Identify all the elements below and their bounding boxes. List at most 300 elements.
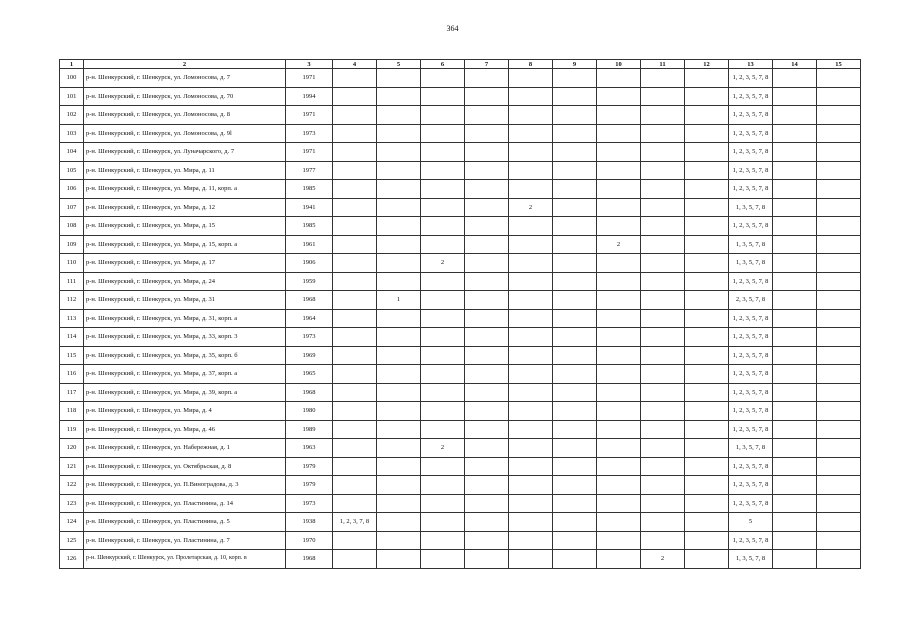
column-9-cell	[553, 346, 597, 365]
year-cell: 1973	[286, 328, 333, 347]
column-6-cell	[421, 457, 465, 476]
column-6-cell	[421, 161, 465, 180]
row-number-cell: 122	[60, 476, 84, 495]
column-5-cell	[377, 494, 421, 513]
column-6-cell	[421, 143, 465, 162]
column-10-cell	[597, 346, 641, 365]
column-11-cell	[641, 383, 685, 402]
address-cell: р-н. Шенкурский, г. Шенкурск, ул. Луначарского, д. 7	[84, 143, 286, 162]
column-4-cell	[333, 217, 377, 236]
year-cell: 1980	[286, 402, 333, 421]
column-10-cell	[597, 383, 641, 402]
column-7-cell	[465, 254, 509, 273]
column-4-cell	[333, 439, 377, 458]
column-13-cell: 1, 3, 5, 7, 8	[729, 198, 773, 217]
column-8-cell	[509, 476, 553, 495]
table-row	[60, 180, 861, 199]
row-number-cell: 118	[60, 402, 84, 421]
column-7-cell	[465, 272, 509, 291]
column-15-cell	[817, 346, 861, 365]
year-cell: 1906	[286, 254, 333, 273]
address-cell: р-н. Шенкурский, г. Шенкурск, ул. Пролетарская, д. 10, корп. в	[84, 550, 286, 569]
column-14-cell	[773, 531, 817, 550]
year-cell: 1985	[286, 180, 333, 199]
column-5-cell	[377, 476, 421, 495]
table-row	[60, 457, 861, 476]
column-8-cell	[509, 124, 553, 143]
column-13-cell: 1, 2, 3, 5, 7, 8	[729, 161, 773, 180]
address-cell: р-н. Шенкурский, г. Шенкурск, ул. Мира, д. 15	[84, 217, 286, 236]
column-14-cell	[773, 180, 817, 199]
column-15-cell	[817, 87, 861, 106]
row-number-cell: 104	[60, 143, 84, 162]
table-row	[60, 291, 861, 310]
column-8-cell: 2	[509, 198, 553, 217]
column-7-cell	[465, 439, 509, 458]
column-5-cell	[377, 161, 421, 180]
column-header-4: 4	[333, 60, 377, 69]
column-15-cell	[817, 106, 861, 125]
year-cell: 1973	[286, 124, 333, 143]
column-13-cell: 1, 2, 3, 5, 7, 8	[729, 420, 773, 439]
column-5-cell	[377, 272, 421, 291]
column-12-cell	[685, 180, 729, 199]
column-13-cell: 1, 3, 5, 7, 8	[729, 550, 773, 569]
year-cell: 1989	[286, 420, 333, 439]
column-header-3: 3	[286, 60, 333, 69]
column-4-cell	[333, 420, 377, 439]
column-13-cell: 1, 2, 3, 5, 7, 8	[729, 143, 773, 162]
table-row	[60, 383, 861, 402]
column-6-cell	[421, 235, 465, 254]
address-cell: р-н. Шенкурский, г. Шенкурск, ул. Мира, д. 31	[84, 291, 286, 310]
column-15-cell	[817, 124, 861, 143]
column-10-cell	[597, 143, 641, 162]
address-cell: р-н. Шенкурский, г. Шенкурск, ул. Мира, д. 24	[84, 272, 286, 291]
column-5-cell	[377, 124, 421, 143]
column-15-cell	[817, 365, 861, 384]
column-11-cell	[641, 291, 685, 310]
column-14-cell	[773, 476, 817, 495]
column-5-cell	[377, 309, 421, 328]
column-8-cell	[509, 106, 553, 125]
row-number-cell: 123	[60, 494, 84, 513]
column-8-cell	[509, 143, 553, 162]
row-number-cell: 112	[60, 291, 84, 310]
column-15-cell	[817, 494, 861, 513]
year-cell: 1963	[286, 439, 333, 458]
column-11-cell	[641, 420, 685, 439]
row-number-cell: 111	[60, 272, 84, 291]
column-13-cell: 1, 2, 3, 5, 7, 8	[729, 87, 773, 106]
column-6-cell	[421, 69, 465, 88]
column-15-cell	[817, 550, 861, 569]
column-12-cell	[685, 402, 729, 421]
column-12-cell	[685, 457, 729, 476]
column-7-cell	[465, 346, 509, 365]
row-number-cell: 107	[60, 198, 84, 217]
column-6-cell	[421, 272, 465, 291]
row-number-cell: 121	[60, 457, 84, 476]
column-6-cell	[421, 291, 465, 310]
column-12-cell	[685, 513, 729, 532]
column-8-cell	[509, 254, 553, 273]
column-13-cell: 5	[729, 513, 773, 532]
column-15-cell	[817, 69, 861, 88]
address-cell: р-н. Шенкурский, г. Шенкурск, ул. Мира, д. 15, корп. а	[84, 235, 286, 254]
column-8-cell	[509, 69, 553, 88]
year-cell: 1970	[286, 531, 333, 550]
column-4-cell	[333, 254, 377, 273]
column-15-cell	[817, 291, 861, 310]
column-12-cell	[685, 346, 729, 365]
column-9-cell	[553, 69, 597, 88]
column-5-cell	[377, 531, 421, 550]
column-9-cell	[553, 143, 597, 162]
column-6-cell	[421, 383, 465, 402]
table-row	[60, 106, 861, 125]
table-row	[60, 272, 861, 291]
column-15-cell	[817, 420, 861, 439]
column-4-cell	[333, 346, 377, 365]
column-header-10: 10	[597, 60, 641, 69]
column-12-cell	[685, 550, 729, 569]
column-5-cell	[377, 69, 421, 88]
column-15-cell	[817, 383, 861, 402]
column-7-cell	[465, 550, 509, 569]
column-13-cell: 1, 2, 3, 5, 7, 8	[729, 402, 773, 421]
table-row	[60, 550, 861, 569]
column-11-cell	[641, 346, 685, 365]
year-cell: 1968	[286, 383, 333, 402]
address-cell: р-н. Шенкурский, г. Шенкурск, ул. Мира, д. 39, корп. а	[84, 383, 286, 402]
column-6-cell	[421, 346, 465, 365]
column-10-cell	[597, 69, 641, 88]
column-14-cell	[773, 383, 817, 402]
table-row	[60, 328, 861, 347]
column-header-11: 11	[641, 60, 685, 69]
row-number-cell: 103	[60, 124, 84, 143]
column-12-cell	[685, 272, 729, 291]
column-header-12: 12	[685, 60, 729, 69]
column-8-cell	[509, 180, 553, 199]
year-cell: 1959	[286, 272, 333, 291]
column-6-cell: 2	[421, 254, 465, 273]
column-8-cell	[509, 420, 553, 439]
column-11-cell	[641, 69, 685, 88]
column-11-cell	[641, 254, 685, 273]
column-9-cell	[553, 272, 597, 291]
year-cell: 1968	[286, 291, 333, 310]
column-9-cell	[553, 291, 597, 310]
column-5-cell	[377, 254, 421, 273]
column-13-cell: 1, 2, 3, 5, 7, 8	[729, 180, 773, 199]
column-7-cell	[465, 531, 509, 550]
column-12-cell	[685, 254, 729, 273]
column-4-cell	[333, 69, 377, 88]
column-12-cell	[685, 531, 729, 550]
column-14-cell	[773, 124, 817, 143]
column-11-cell	[641, 513, 685, 532]
address-cell: р-н. Шенкурский, г. Шенкурск, ул. Ломоносова, д. 70	[84, 87, 286, 106]
column-7-cell	[465, 457, 509, 476]
table-row	[60, 217, 861, 236]
year-cell: 1971	[286, 69, 333, 88]
column-6-cell	[421, 198, 465, 217]
column-12-cell	[685, 420, 729, 439]
column-13-cell: 1, 3, 5, 7, 8	[729, 254, 773, 273]
address-cell: р-н. Шенкурский, г. Шенкурск, ул. Ломоносова, д. 7	[84, 69, 286, 88]
column-11-cell	[641, 457, 685, 476]
column-8-cell	[509, 457, 553, 476]
column-5-cell	[377, 217, 421, 236]
column-5-cell	[377, 420, 421, 439]
address-cell: р-н. Шенкурский, г. Шенкурск, ул. Мира, д. 33, корп. 3	[84, 328, 286, 347]
column-9-cell	[553, 235, 597, 254]
column-11-cell	[641, 235, 685, 254]
column-12-cell	[685, 217, 729, 236]
table-row	[60, 124, 861, 143]
address-cell: р-н. Шенкурский, г. Шенкурск, ул. Мира, д. 37, корп. а	[84, 365, 286, 384]
column-10-cell	[597, 291, 641, 310]
column-4-cell	[333, 106, 377, 125]
column-14-cell	[773, 161, 817, 180]
column-5-cell	[377, 550, 421, 569]
address-cell: р-н. Шенкурский, г. Шенкурск, ул. Мира, д. 17	[84, 254, 286, 273]
column-10-cell	[597, 402, 641, 421]
column-6-cell	[421, 420, 465, 439]
column-header-9: 9	[553, 60, 597, 69]
column-4-cell	[333, 235, 377, 254]
column-9-cell	[553, 365, 597, 384]
column-6-cell	[421, 365, 465, 384]
column-9-cell	[553, 494, 597, 513]
year-cell: 1971	[286, 106, 333, 125]
column-6-cell	[421, 217, 465, 236]
column-5-cell	[377, 365, 421, 384]
column-10-cell	[597, 217, 641, 236]
column-5-cell	[377, 383, 421, 402]
column-10-cell	[597, 365, 641, 384]
row-number-cell: 119	[60, 420, 84, 439]
column-14-cell	[773, 420, 817, 439]
column-7-cell	[465, 291, 509, 310]
column-13-cell: 1, 2, 3, 5, 7, 8	[729, 383, 773, 402]
column-4-cell	[333, 309, 377, 328]
year-cell: 1977	[286, 161, 333, 180]
column-header-13: 13	[729, 60, 773, 69]
column-13-cell: 1, 2, 3, 5, 7, 8	[729, 309, 773, 328]
column-8-cell	[509, 402, 553, 421]
column-11-cell	[641, 161, 685, 180]
column-5-cell	[377, 513, 421, 532]
column-12-cell	[685, 494, 729, 513]
column-5-cell	[377, 198, 421, 217]
column-11-cell	[641, 531, 685, 550]
column-5-cell	[377, 402, 421, 421]
column-9-cell	[553, 328, 597, 347]
row-number-cell: 100	[60, 69, 84, 88]
column-4-cell	[333, 180, 377, 199]
column-14-cell	[773, 328, 817, 347]
column-11-cell	[641, 494, 685, 513]
row-number-cell: 114	[60, 328, 84, 347]
column-13-cell: 1, 3, 5, 7, 8	[729, 235, 773, 254]
table-row	[60, 513, 861, 532]
column-15-cell	[817, 309, 861, 328]
column-12-cell	[685, 439, 729, 458]
column-9-cell	[553, 87, 597, 106]
table-row	[60, 476, 861, 495]
table-row	[60, 365, 861, 384]
column-8-cell	[509, 550, 553, 569]
address-cell: р-н. Шенкурский, г. Шенкурск, ул. Мира, д. 46	[84, 420, 286, 439]
column-4-cell	[333, 87, 377, 106]
column-13-cell: 1, 2, 3, 5, 7, 8	[729, 124, 773, 143]
column-number-row	[60, 60, 861, 69]
address-cell: р-н. Шенкурский, г. Шенкурск, ул. Ломоносова, д. 8	[84, 106, 286, 125]
column-6-cell	[421, 124, 465, 143]
row-number-cell: 125	[60, 531, 84, 550]
column-4-cell	[333, 291, 377, 310]
column-7-cell	[465, 476, 509, 495]
column-15-cell	[817, 235, 861, 254]
column-14-cell	[773, 550, 817, 569]
column-6-cell	[421, 309, 465, 328]
column-5-cell	[377, 346, 421, 365]
column-15-cell	[817, 476, 861, 495]
column-12-cell	[685, 124, 729, 143]
column-15-cell	[817, 272, 861, 291]
column-7-cell	[465, 383, 509, 402]
column-10-cell	[597, 198, 641, 217]
column-6-cell	[421, 402, 465, 421]
column-11-cell	[641, 217, 685, 236]
column-9-cell	[553, 439, 597, 458]
column-4-cell	[333, 402, 377, 421]
column-15-cell	[817, 161, 861, 180]
column-14-cell	[773, 217, 817, 236]
column-13-cell: 2, 3, 5, 7, 8	[729, 291, 773, 310]
column-14-cell	[773, 402, 817, 421]
column-10-cell	[597, 161, 641, 180]
column-4-cell	[333, 383, 377, 402]
column-4-cell	[333, 365, 377, 384]
year-cell: 1985	[286, 217, 333, 236]
housing-register-table	[59, 59, 861, 569]
column-13-cell: 1, 2, 3, 5, 7, 8	[729, 217, 773, 236]
column-14-cell	[773, 291, 817, 310]
column-5-cell: 1	[377, 291, 421, 310]
column-7-cell	[465, 217, 509, 236]
table-row	[60, 531, 861, 550]
column-13-cell: 1, 2, 3, 5, 7, 8	[729, 494, 773, 513]
address-cell: р-н. Шенкурский, г. Шенкурск, ул. П.Виноградова, д. 3	[84, 476, 286, 495]
address-cell: р-н. Шенкурский, г. Шенкурск, ул. Ломоносова, д. 9l	[84, 124, 286, 143]
column-15-cell	[817, 180, 861, 199]
year-cell: 1964	[286, 309, 333, 328]
column-10-cell	[597, 180, 641, 199]
column-9-cell	[553, 531, 597, 550]
table-body	[60, 69, 861, 569]
column-10-cell	[597, 272, 641, 291]
row-number-cell: 102	[60, 106, 84, 125]
column-15-cell	[817, 531, 861, 550]
column-5-cell	[377, 106, 421, 125]
address-cell: р-н. Шенкурский, г. Шенкурск, ул. Мира, д. 12	[84, 198, 286, 217]
column-9-cell	[553, 383, 597, 402]
column-7-cell	[465, 69, 509, 88]
year-cell: 1968	[286, 550, 333, 569]
column-9-cell	[553, 198, 597, 217]
column-8-cell	[509, 217, 553, 236]
column-8-cell	[509, 309, 553, 328]
column-15-cell	[817, 439, 861, 458]
table-row	[60, 309, 861, 328]
row-number-cell: 106	[60, 180, 84, 199]
column-7-cell	[465, 513, 509, 532]
column-12-cell	[685, 106, 729, 125]
row-number-cell: 116	[60, 365, 84, 384]
column-4-cell	[333, 198, 377, 217]
column-10-cell	[597, 124, 641, 143]
table-row	[60, 87, 861, 106]
address-cell: р-н. Шенкурский, г. Шенкурск, ул. Пластинина, д. 14	[84, 494, 286, 513]
column-9-cell	[553, 217, 597, 236]
row-number-cell: 126	[60, 550, 84, 569]
column-7-cell	[465, 87, 509, 106]
column-14-cell	[773, 87, 817, 106]
column-9-cell	[553, 254, 597, 273]
table-row	[60, 494, 861, 513]
table-row	[60, 439, 861, 458]
row-number-cell: 115	[60, 346, 84, 365]
column-4-cell	[333, 161, 377, 180]
column-14-cell	[773, 235, 817, 254]
column-11-cell	[641, 106, 685, 125]
column-10-cell	[597, 494, 641, 513]
column-7-cell	[465, 309, 509, 328]
row-number-cell: 101	[60, 87, 84, 106]
column-5-cell	[377, 235, 421, 254]
column-7-cell	[465, 124, 509, 143]
column-6-cell: 2	[421, 439, 465, 458]
address-cell: р-н. Шенкурский, г. Шенкурск, ул. Набережная, д. 1	[84, 439, 286, 458]
column-7-cell	[465, 106, 509, 125]
column-10-cell	[597, 550, 641, 569]
column-14-cell	[773, 457, 817, 476]
year-cell: 1969	[286, 346, 333, 365]
column-header-15: 15	[817, 60, 861, 69]
address-cell: р-н. Шенкурский, г. Шенкурск, ул. Пластинина, д. 5	[84, 513, 286, 532]
column-12-cell	[685, 161, 729, 180]
column-15-cell	[817, 328, 861, 347]
year-cell: 1979	[286, 476, 333, 495]
column-10-cell	[597, 87, 641, 106]
column-6-cell	[421, 106, 465, 125]
column-5-cell	[377, 180, 421, 199]
column-5-cell	[377, 87, 421, 106]
column-6-cell	[421, 328, 465, 347]
column-7-cell	[465, 180, 509, 199]
column-12-cell	[685, 365, 729, 384]
year-cell: 1965	[286, 365, 333, 384]
column-13-cell: 1, 2, 3, 5, 7, 8	[729, 328, 773, 347]
address-cell: р-н. Шенкурский, г. Шенкурск, ул. Пластинина, д. 7	[84, 531, 286, 550]
address-cell: р-н. Шенкурский, г. Шенкурск, ул. Мира, д. 4	[84, 402, 286, 421]
column-12-cell	[685, 476, 729, 495]
year-cell: 1938	[286, 513, 333, 532]
